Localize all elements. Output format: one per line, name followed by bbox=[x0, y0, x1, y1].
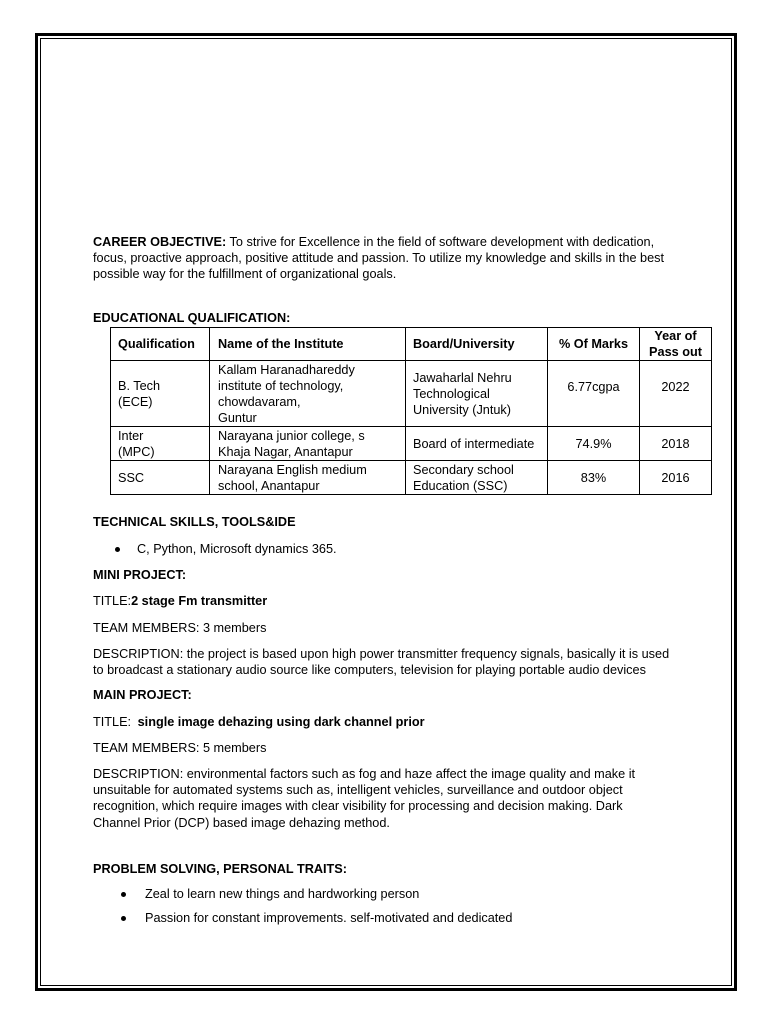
main-project-title-label: TITLE: bbox=[93, 715, 132, 729]
cell-line: institute of technology, bbox=[218, 378, 344, 393]
table-cell-qualification bbox=[111, 461, 210, 495]
mini-project-heading: MINI PROJECT: bbox=[93, 568, 187, 582]
mini-project-title: 2 stage Fm transmitter bbox=[131, 594, 268, 608]
main-project-title-line bbox=[93, 714, 425, 730]
mini-project-description-line: DESCRIPTION: the project is based upon high power transmitter frequency signals, basically it is used bbox=[93, 647, 670, 661]
cell-line: school, Anantapur bbox=[218, 478, 320, 493]
table-cell-board bbox=[406, 427, 548, 461]
main-project-description-line: Channel Prior (DCP) based image dehazing method. bbox=[93, 816, 390, 830]
technical-skills-heading: TECHNICAL SKILLS, TOOLS&IDE bbox=[93, 515, 296, 529]
cell-line: Secondary school bbox=[413, 462, 514, 477]
skill-item bbox=[115, 541, 337, 557]
cell-line: Narayana English medium bbox=[218, 462, 367, 477]
main-project-description-line: recognition, which require images with clear visibility for processing and decision making. Dark bbox=[93, 799, 623, 813]
header-qualification: Qualification bbox=[111, 328, 210, 361]
table-cell-year: 2022 bbox=[640, 361, 712, 427]
cell-line: (ECE) bbox=[118, 394, 153, 409]
table-header-row bbox=[111, 328, 712, 361]
trait-item bbox=[121, 910, 512, 926]
table-cell-institute bbox=[210, 361, 406, 427]
mini-project-description-line: to broadcast a stationary audio source like computers, television for playing portable audio devices bbox=[93, 663, 646, 677]
header-board: Board/University bbox=[406, 328, 548, 361]
career-objective-line: focus, proactive approach, positive attitude and passion. To utilize my knowledge and skills in the best bbox=[93, 251, 665, 265]
header-institute: Name of the Institute bbox=[210, 328, 406, 361]
table-cell-year: 2018 bbox=[640, 427, 712, 461]
table-row bbox=[111, 427, 712, 461]
cell-line: Technological bbox=[413, 386, 490, 401]
main-project-title: single image dehazing using dark channel prior bbox=[137, 715, 425, 729]
education-heading: EDUCATIONAL QUALIFICATION: bbox=[93, 311, 291, 325]
cell-line: B. Tech bbox=[118, 378, 161, 393]
table-cell-year: 2016 bbox=[640, 461, 712, 495]
cell-line: (MPC) bbox=[118, 444, 155, 459]
bullet-icon bbox=[115, 547, 120, 552]
cell-line: Inter bbox=[118, 428, 144, 443]
career-objective-text: To strive for Excellence in the field of software development with dedication, bbox=[229, 235, 655, 249]
trait-item-text: Zeal to learn new things and hardworking person bbox=[145, 887, 420, 901]
main-project-heading: MAIN PROJECT: bbox=[93, 688, 192, 702]
table-cell-marks: 83% bbox=[548, 461, 640, 495]
cell-line: chowdavaram, bbox=[218, 394, 301, 409]
education-table bbox=[110, 327, 712, 495]
mini-project-title-label: TITLE: bbox=[93, 594, 132, 608]
career-objective-label: CAREER OBJECTIVE: bbox=[93, 235, 227, 249]
cell-line: Guntur bbox=[218, 410, 257, 425]
bullet-icon bbox=[121, 916, 126, 921]
bullet-icon bbox=[121, 892, 126, 897]
table-cell-marks: 74.9% bbox=[548, 427, 640, 461]
cell-line: Pass out bbox=[649, 345, 702, 359]
personal-traits-heading: PROBLEM SOLVING, PERSONAL TRAITS: bbox=[93, 862, 347, 876]
mini-project-title-line bbox=[93, 593, 267, 609]
cell-line: SSC bbox=[118, 470, 145, 485]
cell-line: Year of bbox=[654, 329, 697, 343]
cell-line: Narayana junior college, s bbox=[218, 428, 365, 443]
table-cell-institute bbox=[210, 461, 406, 495]
table-row bbox=[111, 361, 712, 427]
page-border-inner bbox=[40, 38, 732, 986]
main-project-description-line: DESCRIPTION: environmental factors such as fog and haze affect the image quality and make it bbox=[93, 767, 636, 781]
cell-line: Education (SSC) bbox=[413, 478, 508, 493]
career-objective-line bbox=[93, 234, 654, 250]
main-project-team-members: TEAM MEMBERS: 5 members bbox=[93, 741, 267, 755]
cell-line: Kallam Haranadhareddy bbox=[218, 362, 355, 377]
table-cell-qualification bbox=[111, 361, 210, 427]
cell-line: Jawaharlal Nehru bbox=[413, 370, 512, 385]
table-cell-qualification bbox=[111, 427, 210, 461]
table-row bbox=[111, 461, 712, 495]
table-cell-board bbox=[406, 461, 548, 495]
table-cell-institute bbox=[210, 427, 406, 461]
main-project-description-line: unsuitable for automated systems such as, intelligent vehicles, surveillance and outdoor object bbox=[93, 783, 623, 797]
trait-item bbox=[121, 886, 419, 902]
trait-item-text: Passion for constant improvements. self-motivated and dedicated bbox=[145, 911, 513, 925]
table-cell-board bbox=[406, 361, 548, 427]
career-objective-line: possible way for the fulfillment of organizational goals. bbox=[93, 267, 397, 281]
cell-line: Board of intermediate bbox=[413, 436, 535, 451]
table-cell-marks: 6.77cgpa bbox=[548, 361, 640, 427]
cell-line: Khaja Nagar, Anantapur bbox=[218, 444, 353, 459]
cell-line: University (Jntuk) bbox=[413, 402, 511, 417]
header-year bbox=[640, 328, 712, 361]
mini-project-team-members: TEAM MEMBERS: 3 members bbox=[93, 621, 267, 635]
header-marks: % Of Marks bbox=[548, 328, 640, 361]
skill-item-text: C, Python, Microsoft dynamics 365. bbox=[137, 542, 337, 556]
